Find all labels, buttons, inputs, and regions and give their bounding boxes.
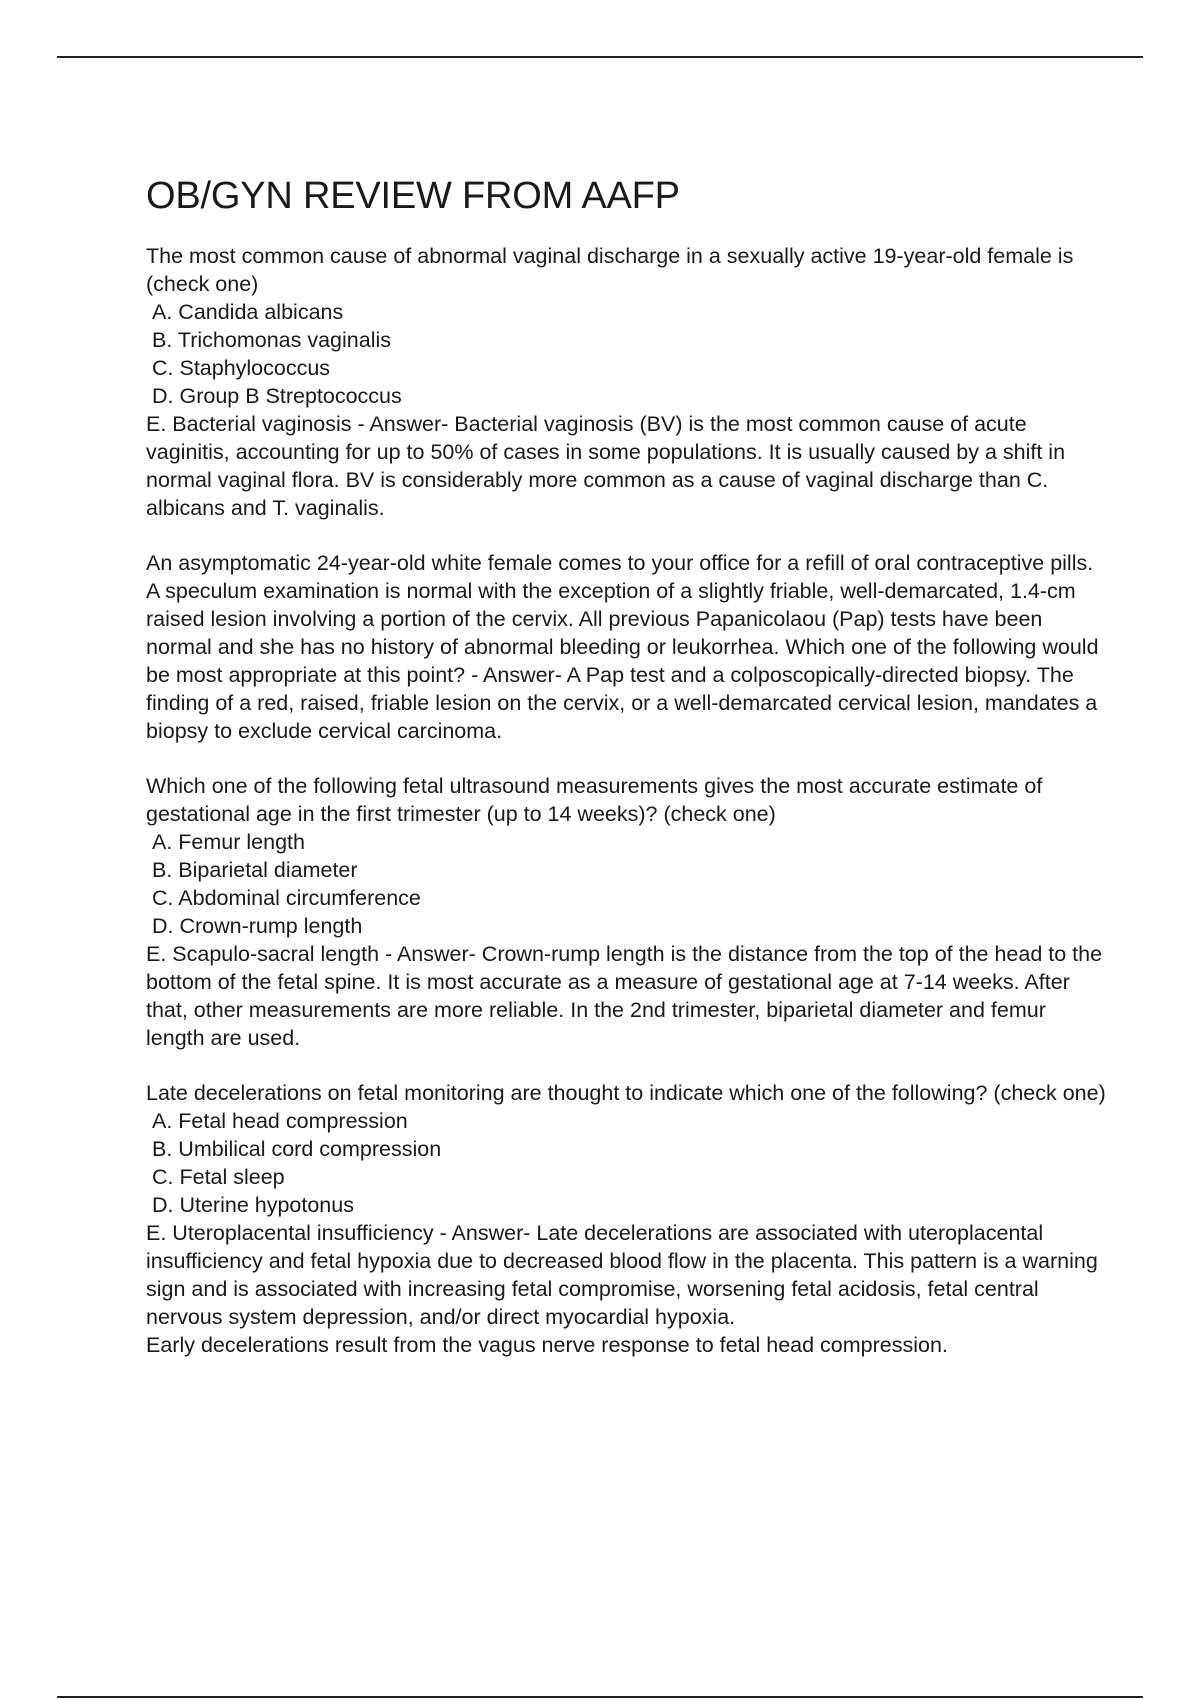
answer-option: C. Abdominal circumference: [152, 886, 421, 910]
question-stem: Which one of the following fetal ultrasound measurements gives the most accurate estimate of gestational age in the first trimester (up to 14 weeks)? (check one): [146, 774, 1043, 826]
answer-option: D. Crown-rump length: [152, 914, 363, 938]
question-stem: Late decelerations on fetal monitoring are thought to indicate which one of the following? (check one): [146, 1081, 1106, 1105]
answer-option: C. Fetal sleep: [152, 1165, 285, 1189]
answer-option: B. Trichomonas vaginalis: [152, 328, 391, 352]
answer-option: A. Fetal head compression: [152, 1109, 408, 1133]
question-block: [146, 549, 1106, 745]
question-block: [146, 242, 1106, 522]
answer-option: D. Uterine hypotonus: [152, 1193, 354, 1217]
bottom-divider: [57, 1696, 1143, 1698]
answer-note: Early decelerations result from the vagus nerve response to fetal head compression.: [146, 1333, 948, 1357]
answer-option: D. Group B Streptococcus: [152, 384, 402, 408]
answer-explanation: E. Uteroplacental insufficiency - Answer- Late decelerations are associated with uteroplacental insufficiency and fetal hypoxia due to decreased blood flow in the placenta. This pattern is a warning sign and is associated with increasing fetal compromise, worsening fetal acidosis, fetal central nervous system depression, and/or direct myocardial hypoxia.: [146, 1221, 1098, 1329]
answer-option: B. Umbilical cord compression: [152, 1137, 442, 1161]
answer-option: B. Biparietal diameter: [152, 858, 358, 882]
answer-explanation: E. Scapulo-sacral length - Answer- Crown-rump length is the distance from the top of the head to the bottom of the fetal spine. It is most accurate as a measure of gestational age at 7-14 weeks. After that, other measurements are more reliable. In the 2nd trimester, biparietal diameter and femur length are used.: [146, 942, 1103, 1050]
question-block: [146, 772, 1106, 1052]
page-title: OB/GYN REVIEW FROM AAFP: [146, 175, 680, 217]
answer-option: A. Femur length: [152, 830, 305, 854]
answer-option: C. Staphylococcus: [152, 356, 331, 380]
question-stem: The most common cause of abnormal vaginal discharge in a sexually active 19-year-old female is (check one): [146, 244, 1074, 296]
top-divider: [57, 56, 1143, 58]
answer-option: A. Candida albicans: [152, 300, 344, 324]
question-block: [146, 1079, 1106, 1359]
answer-explanation: E. Bacterial vaginosis - Answer- Bacterial vaginosis (BV) is the most common cause of acute vaginitis, accounting for up to 50% of cases in some populations. It is usually caused by a shift in normal vaginal flora. BV is considerably more common as a cause of vaginal discharge than C. albicans and T. vaginalis.: [146, 412, 1066, 520]
question-stem: An asymptomatic 24-year-old white female comes to your office for a refill of oral contraceptive pills. A speculum examination is normal with the exception of a slightly friable, well-demarcated, 1.4-cm raised lesion involving a portion of the cervix. All previous Papanicolaou (Pap) tests have been normal and she has no history of abnormal bleeding or leukorrhea. Which one of the following would be most appropriate at this point? - Answer- A Pap test and a colposcopically-directed biopsy. The finding of a red, raised, friable lesion on the cervix, or a well-demarcated cervical lesion, mandates a biopsy to exclude cervical carcinoma.: [146, 551, 1099, 743]
document-body: [146, 174, 1106, 1386]
